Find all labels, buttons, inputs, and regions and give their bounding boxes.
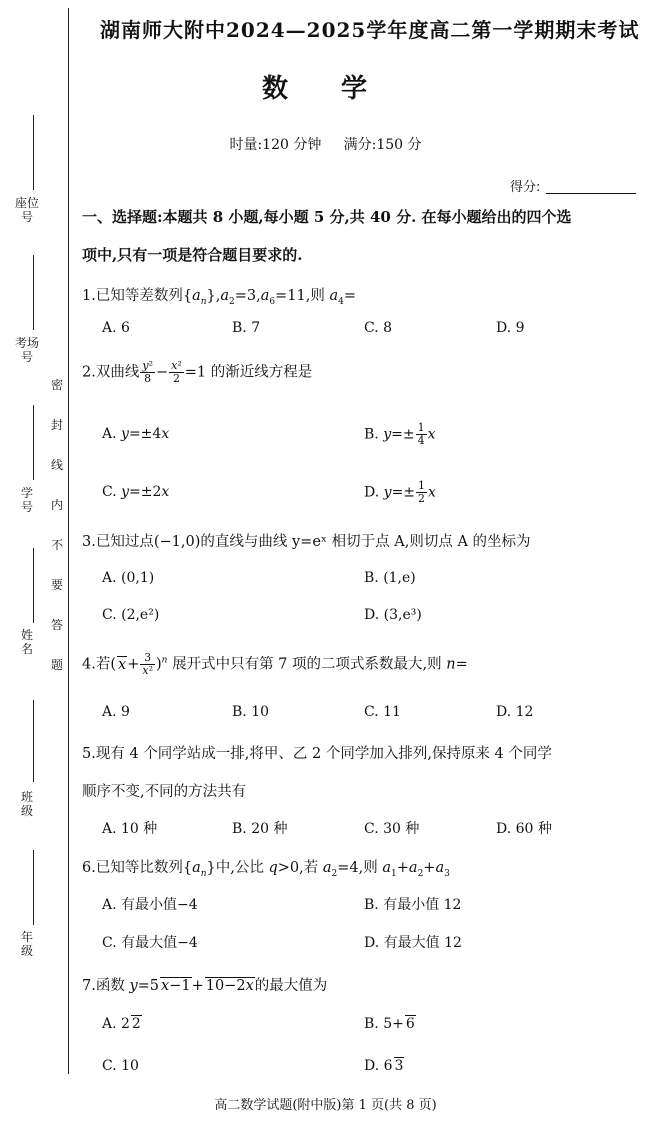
q2-option-d: D. y=± $\frac{1}{2}$ x — [364, 479, 436, 505]
q5-option-a: A. 10 种 — [102, 821, 158, 837]
time-label: 时量:120 分钟 — [229, 137, 322, 153]
q5-option-c: C. 30 种 — [364, 821, 420, 837]
q7-option-a: A. 2 2 — [102, 1016, 141, 1032]
q4-option-c: C. 11 — [364, 704, 401, 720]
exam-meta — [0, 134, 651, 154]
room-label: 考场号 — [14, 336, 39, 364]
question-7: 7.函数 y=5 x−1+ 10−2x的最大值为 — [82, 978, 328, 994]
name-label: 姓 名 — [20, 628, 33, 656]
seal-notice: 密封线内不要答题 — [50, 378, 63, 672]
q4-option-a: A. 9 — [102, 704, 130, 720]
q2-option-b: B. y=± $\frac{1}{4}$ x — [364, 421, 436, 447]
q2-option-a: A. y=±4x — [102, 426, 170, 442]
q1-option-b: B. 7 — [232, 320, 261, 336]
room-line — [33, 255, 34, 330]
section-heading-line2: 项中,只有一项是符合题目要求的. — [82, 246, 303, 264]
grade-label: 年 级 — [20, 930, 33, 958]
section-heading-line1: 一、选择题:本题共 8 小题,每小题 5 分,共 40 分. 在每小题给出的四个选 — [82, 208, 572, 226]
q4-option-b: B. 10 — [232, 704, 270, 720]
question-2: 2.双曲线 $\frac{\text{y²}}{8}$ − $\frac{\text{x²}}{2}$ =1 的渐近线方程是 — [82, 359, 313, 385]
subject-title: 数 学 — [261, 74, 390, 104]
q3-option-a: A. (0,1) — [102, 570, 155, 586]
q6-option-d: D. 有最大值 12 — [364, 935, 462, 951]
question-1: 1.已知等差数列$\{a_n\},a_2=3,a_6=11$,则 $a_4=$ — [82, 288, 357, 307]
q1-option-d: D. 9 — [496, 320, 525, 336]
q4-option-d: D. 12 — [496, 704, 534, 720]
question-5-line1: 5.现有 4 个同学站成一排,将甲、乙 2 个同学加入排列,保持原来 4 个同学 — [82, 746, 552, 762]
score-field-line — [546, 193, 636, 194]
class-label: 班 级 — [20, 790, 33, 818]
seat-label: 座位号 — [14, 196, 39, 224]
q2-option-c: C. y=±2x — [102, 484, 170, 500]
q7-option-b: B. 5+ 6 — [364, 1016, 415, 1032]
score-total-label: 满分:150 分 — [343, 137, 422, 153]
student-id-line — [33, 405, 34, 480]
question-5-line2: 顺序不变,不同的方法共有 — [82, 784, 247, 800]
name-line — [33, 548, 34, 623]
q3-option-d: D. (3,e³) — [364, 607, 422, 623]
q6-option-b: B. 有最小值 12 — [364, 897, 462, 913]
score-field-label: 得分: — [510, 180, 541, 195]
q7-option-d: D. 6 3 — [364, 1058, 404, 1074]
student-id-label: 学 号 — [20, 486, 33, 514]
binding-rule — [68, 8, 69, 1074]
q7-option-c: C. 10 — [102, 1058, 139, 1074]
q3-option-b: B. (1,e) — [364, 570, 416, 586]
page-footer: 高二数学试题(附中版)第 1 页(共 8 页) — [214, 1098, 437, 1113]
q5-option-d: D. 60 种 — [496, 821, 552, 837]
q3-option-c: C. (2,e²) — [102, 607, 160, 623]
exam-title: 湖南师大附中2024—2025学年度高二第一学期期末考试 — [100, 18, 640, 42]
question-4: 4.若( x+ $\frac{3}{\text{x²}}$ )$^n$ 展开式中只有第 7 项的二项式系数最大,则 n= — [82, 651, 468, 677]
q1-option-c: C. 8 — [364, 320, 393, 336]
q6-option-c: C. 有最大值−4 — [102, 935, 198, 951]
question-6: 6.已知等比数列$\{a_n\}$中,公比 q>0,若 $a_2=4$,则 $a_1+a_2+a_3$ — [82, 860, 450, 879]
q1-option-a: A. 6 — [102, 320, 130, 336]
class-line — [33, 700, 34, 782]
q6-option-a: A. 有最小值−4 — [102, 897, 198, 913]
q5-option-b: B. 20 种 — [232, 821, 288, 837]
question-3: 3.已知过点(−1,0)的直线与曲线 y=eˣ 相切于点 A,则切点 A 的坐标为 — [82, 534, 531, 550]
grade-line — [33, 850, 34, 925]
